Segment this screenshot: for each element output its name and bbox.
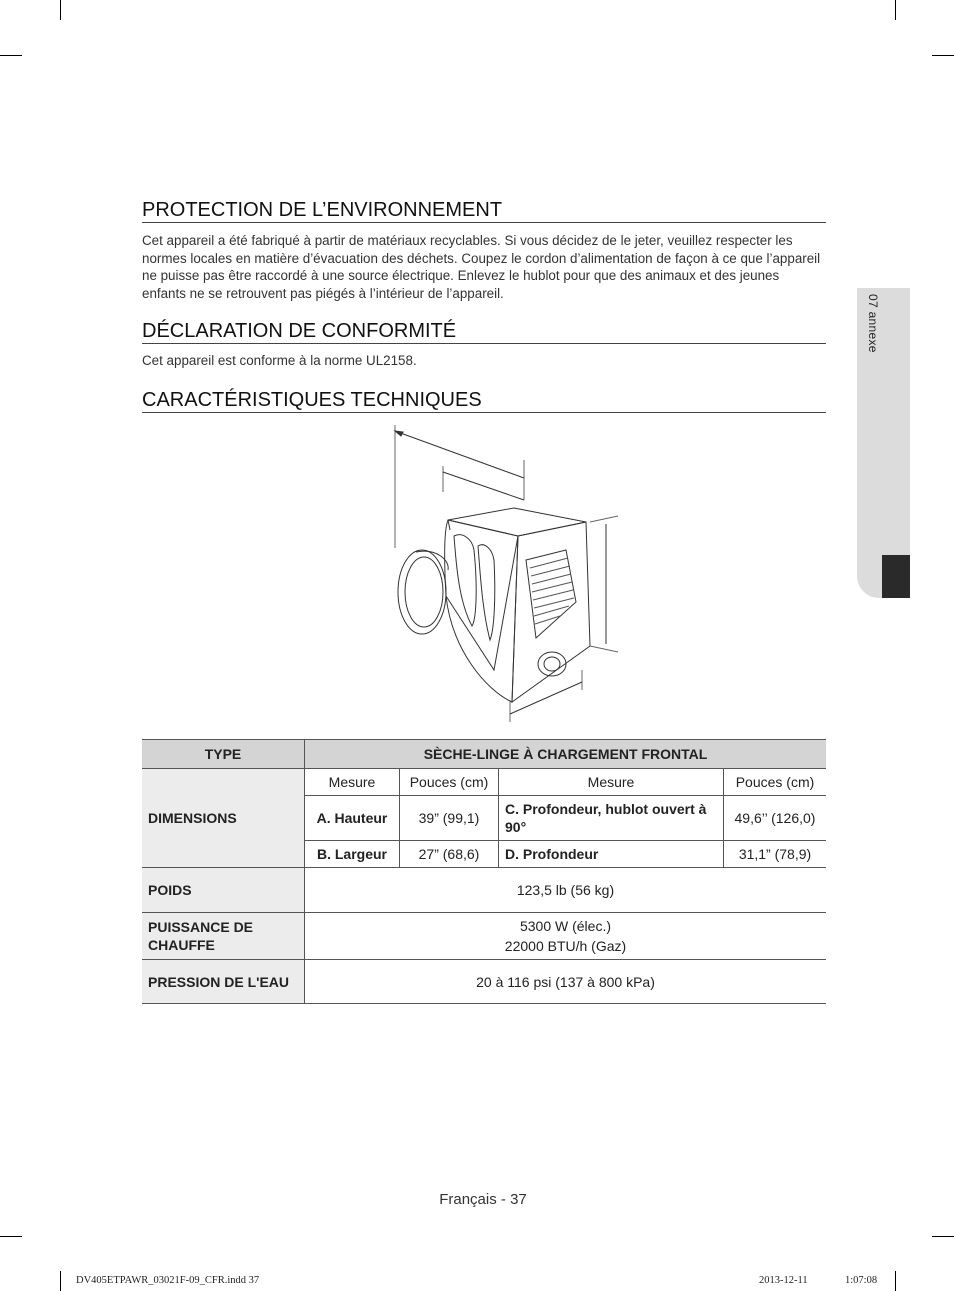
- crop-mark: [932, 55, 954, 56]
- environment-paragraph: Cet appareil a été fabriqué à partir de matériaux recyclables. Si vous décidez de le jeter, veuillez respecter les normes locales en matière d’évacuation des déchets. Coupez le cordon d’alimentation de façon à ce que l’appareil ne puisse pas être raccordé à une source électrique. Enlevez le hublot pour que des animaux et des jeunes enfants ne se retrouvent pas piégés à l’intérieur de l’appareil.: [142, 233, 821, 301]
- table-row: [142, 913, 826, 960]
- pressure-value: 20 à 116 psi (137 à 800 kPa): [305, 960, 827, 1004]
- crop-mark: [895, 1271, 896, 1291]
- crop-mark: [0, 1236, 22, 1237]
- dryer-dimension-diagram: [386, 420, 626, 725]
- table-row: [142, 960, 826, 1004]
- heating-value-gas: 22000 BTU/h (Gaz): [504, 938, 627, 954]
- table-row: [142, 740, 826, 769]
- section-title-environment: PROTECTION DE L’ENVIRONNEMENT: [142, 199, 826, 223]
- crop-mark: [932, 1236, 954, 1237]
- footer-date: 2013-12-11: [759, 1275, 808, 1286]
- heating-value-electric: 5300 W (élec.): [519, 918, 612, 934]
- weight-value: 123,5 lb (56 kg): [305, 868, 827, 913]
- crop-mark: [60, 1271, 61, 1291]
- table-cell: B. Largeur: [305, 841, 400, 868]
- type-value: SÈCHE-LINGE À CHARGEMENT FRONTAL: [305, 740, 827, 769]
- crop-mark: [0, 55, 22, 56]
- table-cell: 39” (99,1): [400, 796, 499, 841]
- table-row: [142, 868, 826, 913]
- side-tab-marker: [882, 555, 910, 598]
- footer-time: 1:07:08: [845, 1275, 878, 1286]
- column-header: Pouces (cm): [400, 769, 499, 796]
- dimensions-label: DIMENSIONS: [142, 769, 305, 868]
- table-cell: 49,6’’ (126,0): [724, 796, 827, 841]
- table-cell: 27” (68,6): [400, 841, 499, 868]
- table-row: [142, 769, 826, 796]
- pressure-label: PRESSION DE L'EAU: [142, 960, 305, 1004]
- column-header: Mesure: [499, 769, 724, 796]
- crop-mark: [895, 0, 896, 20]
- table-cell: D. Profondeur: [499, 841, 724, 868]
- table-cell: A. Hauteur: [305, 796, 400, 841]
- spec-table: [142, 739, 826, 1004]
- weight-label: POIDS: [142, 868, 305, 913]
- type-label: TYPE: [142, 740, 305, 769]
- column-header: Mesure: [305, 769, 400, 796]
- footer-filename: DV405ETPAWR_03021F-09_CFR.indd 37: [76, 1275, 260, 1286]
- page-number: Français - 37: [439, 1191, 527, 1208]
- table-cell: C. Profondeur, hublot ouvert à 90°: [499, 796, 724, 841]
- conformity-paragraph: Cet appareil est conforme à la norme UL2158.: [142, 353, 417, 368]
- section-title-conformity: DÉCLARATION DE CONFORMITÉ: [142, 320, 826, 344]
- column-header: Pouces (cm): [724, 769, 827, 796]
- crop-mark: [60, 0, 61, 20]
- side-tab-label: 07 annexe: [866, 294, 880, 353]
- table-cell: 31,1” (78,9): [724, 841, 827, 868]
- heating-value: [305, 913, 827, 960]
- heating-label: PUISSANCE DE CHAUFFE: [142, 913, 305, 960]
- section-title-specs: CARACTÉRISTIQUES TECHNIQUES: [142, 389, 826, 413]
